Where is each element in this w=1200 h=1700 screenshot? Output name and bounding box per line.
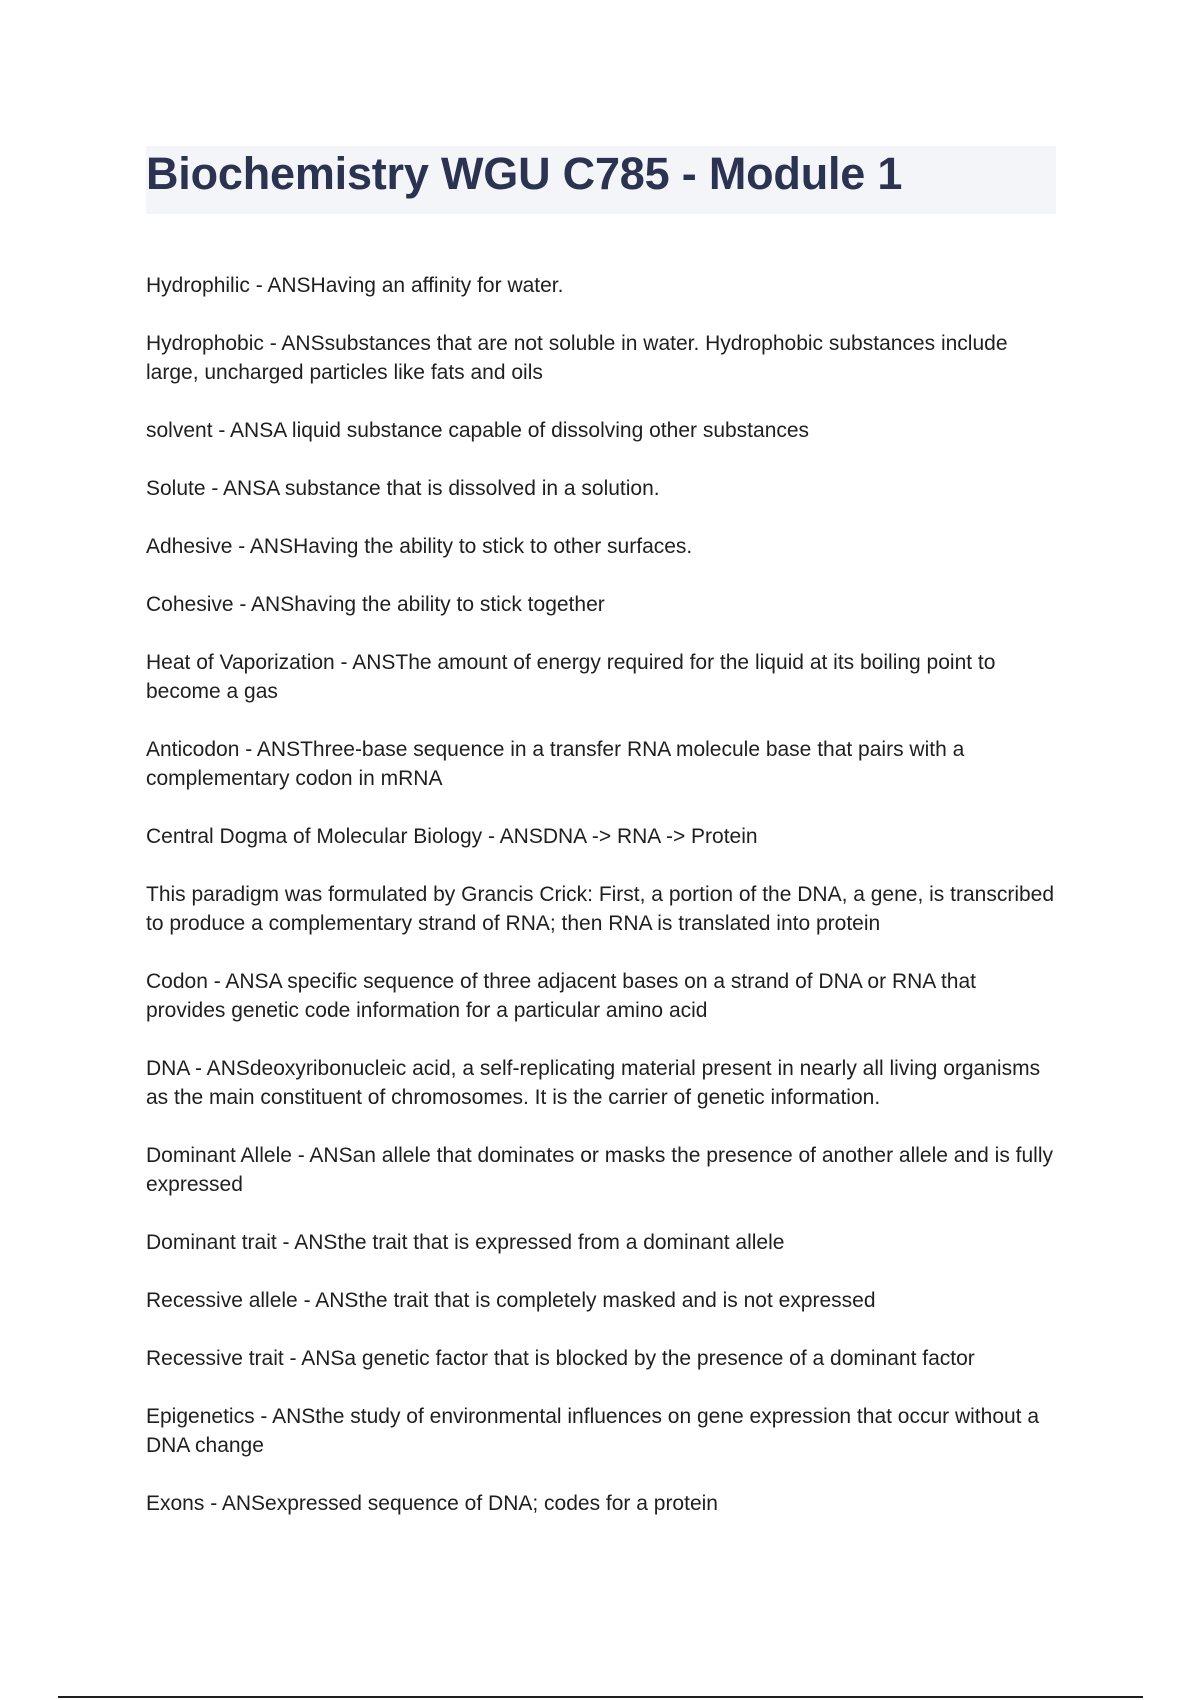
glossary-entry-central-dogma: Central Dogma of Molecular Biology - ANSDNA -> RNA -> Protein <box>146 825 758 848</box>
glossary-entry-anticodon: Anticodon - ANSThree-base sequence in a transfer RNA molecule base that pairs with a complementary codon in mRNA <box>146 738 965 790</box>
glossary-entry-cohesive: Cohesive - ANShaving the ability to stick together <box>146 593 605 616</box>
glossary-entry-epigenetics: Epigenetics - ANSthe study of environmental influences on gene expression that occur without a DNA change <box>146 1405 1040 1457</box>
footer-rule <box>58 1696 1143 1698</box>
glossary-entry-exons: Exons - ANSexpressed sequence of DNA; codes for a protein <box>146 1492 718 1515</box>
glossary-entry-recessive-allele: Recessive allele - ANSthe trait that is completely masked and is not expressed <box>146 1289 876 1312</box>
glossary-entry-heat-of-vaporization: Heat of Vaporization - ANSThe amount of energy required for the liquid at its boiling point to become a gas <box>146 651 996 703</box>
glossary-entry-adhesive: Adhesive - ANSHaving the ability to stick to other surfaces. <box>146 535 693 558</box>
glossary-entry-recessive-trait: Recessive trait - ANSa genetic factor that is blocked by the presence of a dominant factor <box>146 1347 975 1370</box>
glossary-entry-dna: DNA - ANSdeoxyribonucleic acid, a self-replicating material present in nearly all living organisms as the main constituent of chromosomes. It is the carrier of genetic information. <box>146 1057 1041 1109</box>
glossary-entry-paradigm-note: This paradigm was formulated by Grancis Crick: First, a portion of the DNA, a gene, is transcribed to produce a complementary strand of RNA; then RNA is translated into protein <box>146 883 1055 935</box>
glossary-entry-codon: Codon - ANSA specific sequence of three adjacent bases on a strand of DNA or RNA that provides genetic code information for a particular amino acid <box>146 970 976 1022</box>
glossary-list <box>146 271 1056 1547</box>
page-title: Biochemistry WGU C785 - Module 1 <box>146 148 903 199</box>
glossary-entry-hydrophilic: Hydrophilic - ANSHaving an affinity for water. <box>146 274 564 297</box>
glossary-entry-dominant-allele: Dominant Allele - ANSan allele that dominates or masks the presence of another allele and is fully expressed <box>146 1144 1053 1196</box>
title-band <box>146 146 1056 214</box>
glossary-entry-dominant-trait: Dominant trait - ANSthe trait that is expressed from a dominant allele <box>146 1231 785 1254</box>
glossary-entry-solute: Solute - ANSA substance that is dissolved in a solution. <box>146 477 660 500</box>
glossary-entry-solvent: solvent - ANSA liquid substance capable of dissolving other substances <box>146 419 810 442</box>
glossary-entry-hydrophobic: Hydrophobic - ANSsubstances that are not soluble in water. Hydrophobic substances include large, uncharged particles like fats and oils <box>146 332 1008 384</box>
